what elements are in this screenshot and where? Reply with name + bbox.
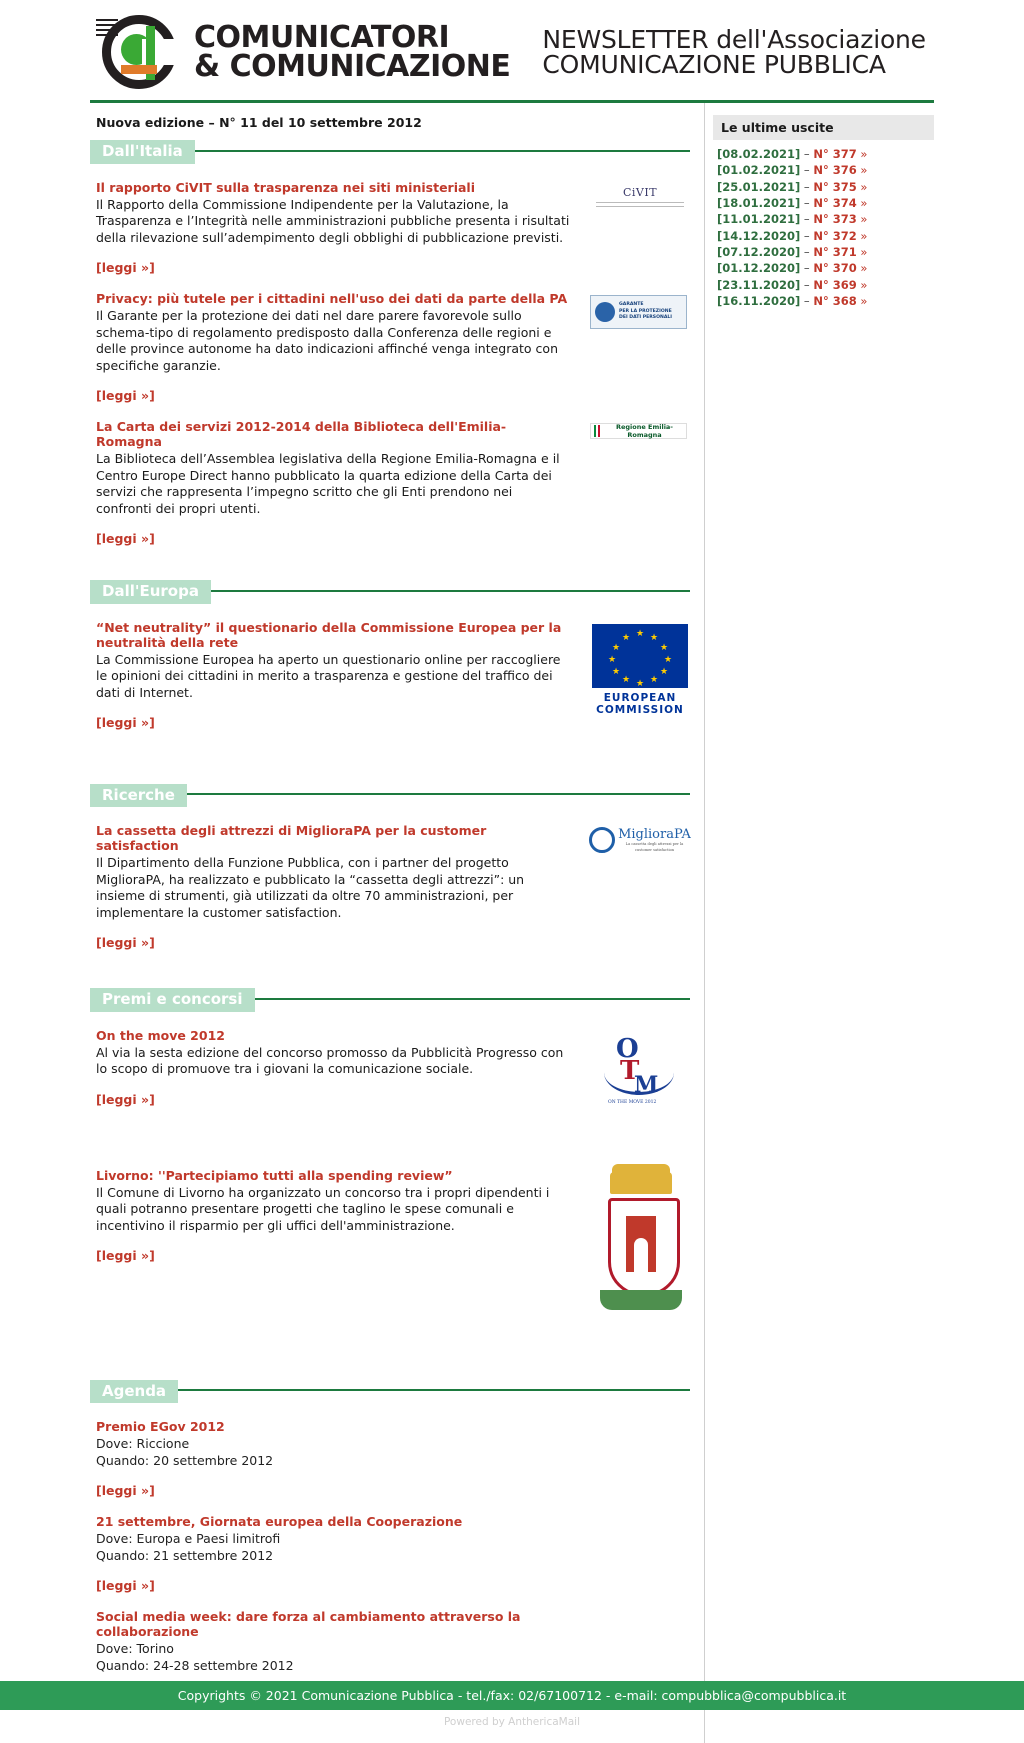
issue-sep: – — [803, 228, 810, 243]
article-item — [90, 180, 690, 276]
read-more-link[interactable]: [leggi »] — [96, 260, 155, 275]
read-more-link[interactable]: [leggi »] — [96, 1578, 155, 1593]
issue-arrow-icon: » — [860, 228, 868, 243]
footer-copyright: Copyrights © 2021 Comunicazione Pubblica - tel./fax: 02/67100712 - e-mail: compubblica@compubblica.it — [0, 1681, 1024, 1710]
article-item — [90, 620, 690, 740]
sidebar-column — [705, 103, 934, 1743]
issue-date: [23.11.2020] — [717, 277, 801, 292]
list-item[interactable] — [717, 244, 934, 260]
article-item — [90, 1168, 690, 1338]
article-title[interactable]: On the move 2012 — [96, 1027, 225, 1043]
section-heading-agenda — [90, 1380, 690, 1404]
article-title[interactable]: Privacy: più tutele per i cittadini nell'uso dei dati da parte della PA — [96, 291, 568, 306]
article-body: Il Garante per la protezione dei dati nel dare parere favorevole sullo schema-tipo di regolamento predisposto dalla Conferenza delle regioni e delle province autonome ha dato indicazioni affinché venga integrato con specifiche garanzie. — [96, 308, 558, 373]
issue-sep: – — [803, 244, 810, 259]
section-tag: Dall'Italia — [90, 140, 195, 164]
read-more-link[interactable]: [leggi »] — [96, 1091, 155, 1107]
brand-line-1: COMUNICATORI — [194, 19, 450, 55]
issue-list — [717, 146, 934, 309]
article-thumbnail — [590, 1032, 690, 1112]
section-tag: Dall'Europa — [90, 580, 211, 604]
event-when: Quando: 21 settembre 2012 — [96, 1547, 274, 1563]
issue-arrow-icon: » — [860, 293, 868, 308]
list-item[interactable] — [717, 228, 934, 244]
article-thumbnail — [590, 1172, 690, 1322]
section-heading-ricerche — [90, 784, 690, 808]
issue-arrow-icon: » — [860, 277, 868, 292]
issue-sep: – — [803, 293, 810, 308]
issue-sep: – — [803, 195, 810, 210]
issue-arrow-icon: » — [860, 179, 868, 194]
eu-caption-1: EUROPEAN — [603, 691, 677, 704]
article-thumbnail — [590, 827, 690, 853]
migliorapa-logo-icon: MiglioraPA La cassetta degli attrezzi per la customer satisfaction — [590, 827, 690, 853]
civit-logo-icon: CiVIT — [592, 184, 688, 218]
article-thumbnail — [590, 423, 690, 439]
event-when: Quando: 20 settembre 2012 — [96, 1452, 274, 1468]
event-where: Dove: Torino — [96, 1641, 174, 1656]
regione-emilia-romagna-logo-icon: Regione Emilia-Romagna — [590, 423, 687, 439]
article-thumbnail — [590, 184, 690, 218]
event-title[interactable]: Premio EGov 2012 — [96, 1419, 225, 1434]
issue-date: [01.12.2020] — [717, 261, 801, 276]
page-footer — [0, 1681, 1024, 1743]
issue-number: N° 373 — [813, 212, 857, 227]
issue-number: N° 368 — [813, 293, 857, 308]
issue-date: [18.01.2021] — [717, 195, 801, 210]
section-heading-dallitalia — [90, 140, 690, 164]
list-item[interactable] — [717, 277, 934, 293]
issue-sep: – — [803, 261, 810, 276]
section-rule — [255, 998, 691, 1000]
issue-number: N° 377 — [813, 147, 857, 161]
comunicatori-logo-icon — [90, 9, 186, 95]
issue-date: [16.11.2020] — [717, 293, 801, 308]
article-body: La Commissione Europea ha aperto un questionario online per raccogliere le opinioni dei cittadini in merito a trasparenza e gestione del traffico dei dati di Internet. — [96, 651, 561, 700]
event-where: Dove: Riccione — [96, 1436, 190, 1451]
issue-sep: – — [803, 147, 810, 161]
article-item — [90, 291, 690, 403]
read-more-link[interactable]: [leggi »] — [96, 1248, 155, 1263]
issue-date: [14.12.2020] — [717, 228, 801, 243]
issue-arrow-icon: » — [860, 195, 868, 210]
edition-line: Nuova edizione – N° 11 del 10 settembre 2012 — [96, 115, 422, 130]
agenda-event-item — [90, 1514, 690, 1593]
section-rule — [187, 793, 690, 795]
section-tag: Agenda — [90, 1380, 178, 1404]
issue-date: [07.12.2020] — [717, 244, 801, 259]
issue-number: N° 369 — [813, 277, 857, 292]
read-more-link[interactable]: [leggi »] — [96, 935, 155, 950]
section-tag: Ricerche — [90, 784, 187, 808]
event-where: Dove: Europa e Paesi limitrofi — [96, 1531, 281, 1546]
issue-arrow-icon: » — [860, 212, 868, 227]
brand-logo — [90, 9, 510, 95]
migliorapa-logo-text: MiglioraPA — [618, 827, 691, 843]
sidebar-title: Le ultime uscite — [713, 115, 934, 140]
newsletter-masthead — [542, 24, 926, 79]
issue-arrow-icon: » — [860, 163, 868, 178]
article-title[interactable]: La Carta dei servizi 2012-2014 della Biblioteca dell'Emilia-Romagna — [96, 419, 507, 449]
issue-arrow-icon: » — [860, 147, 868, 161]
article-thumbnail — [590, 624, 690, 716]
article-body: Il Dipartimento della Funzione Pubblica, con i partner del progetto MiglioraPA, ha realizzato e pubblicato la “cassetta degli attrezzi”: un insieme di strumenti, già utilizzati da oltre 70 amministrazioni, per implementare la customer satisfaction. — [96, 855, 525, 920]
list-item[interactable] — [717, 162, 934, 178]
comune-di-livorno-stemma-icon — [590, 1172, 690, 1322]
issue-arrow-icon: » — [860, 261, 868, 276]
agenda-event-item — [90, 1419, 690, 1498]
issue-date: [08.02.2021] — [717, 147, 801, 161]
read-more-link[interactable]: [leggi »] — [96, 1483, 155, 1498]
list-item[interactable] — [717, 146, 934, 162]
page-header — [0, 0, 1024, 100]
main-column — [90, 103, 705, 1743]
read-more-link[interactable]: [leggi »] — [96, 388, 155, 403]
read-more-link[interactable]: [leggi »] — [96, 531, 155, 546]
section-rule — [211, 590, 690, 592]
issue-number: N° 375 — [813, 179, 857, 194]
article-body: La Biblioteca dell’Assemblea legislativa della Regione Emilia-Romagna e il Centro Europe Direct hanno pubblicato la quarta edizione della Carta dei servizi che rappresenta l’impegno scritto che gli Enti prendono nei confronti dei propri utenti. — [96, 451, 560, 516]
list-item[interactable] — [717, 211, 934, 227]
list-item[interactable] — [717, 293, 934, 309]
section-tag: Premi e concorsi — [90, 988, 255, 1012]
masthead-line-2: COMUNICAZIONE PUBBLICA — [542, 50, 886, 79]
masthead-line-1: NEWSLETTER dell'Associazione — [542, 24, 926, 54]
issue-date: [01.02.2021] — [717, 163, 801, 178]
issue-number: N° 374 — [813, 195, 857, 210]
brand-wordmark — [194, 19, 511, 84]
article-body: Al via la sesta edizione del concorso promosso da Pubblicità Progresso con lo scopo di promuove tra i giovani la comunicazione sociale. — [96, 1044, 564, 1076]
section-heading-premi — [90, 988, 690, 1012]
issue-arrow-icon: » — [860, 244, 868, 259]
section-heading-dalleuropa — [90, 580, 690, 604]
issue-sep: – — [803, 163, 810, 178]
article-item — [90, 823, 690, 950]
issue-sep: – — [803, 179, 810, 194]
eu-caption-2: COMMISSION — [596, 703, 684, 716]
issue-sep: – — [803, 277, 810, 292]
event-title[interactable]: Social media week: dare forza al cambiamento attraverso la collaborazione — [96, 1609, 521, 1639]
article-title[interactable]: Il rapporto CiVIT sulla trasparenza nei siti ministeriali — [96, 179, 475, 195]
garante-privacy-logo-icon: GARANTE PER LA PROTEZIONE DEI DATI PERSONALI — [590, 295, 687, 329]
article-title[interactable]: “Net neutrality” il questionario della Commissione Europea per la neutralità della rete — [96, 619, 562, 650]
read-more-link[interactable]: [leggi »] — [96, 715, 155, 730]
article-thumbnail — [590, 295, 690, 329]
list-item[interactable] — [717, 179, 934, 195]
issue-number: N° 372 — [813, 228, 857, 243]
issue-number: N° 370 — [813, 261, 857, 276]
issue-date: [25.01.2021] — [717, 179, 801, 194]
list-item[interactable] — [717, 260, 934, 276]
event-title[interactable]: 21 settembre, Giornata europea della Cooperazione — [96, 1514, 463, 1529]
page-content — [0, 103, 1024, 1743]
article-title[interactable]: Livorno: ''Partecipiamo tutti alla spending review” — [96, 1167, 453, 1183]
article-item — [90, 1028, 690, 1128]
article-body: Il Rapporto della Commissione Indipendente per la Valutazione, la Trasparenza e l’Integrità nelle amministrazioni pubbliche presenta i risultati della rilevazione sull’adempimento degli obblighi di pubblicazione previsti. — [96, 196, 570, 245]
article-title[interactable]: La cassetta degli attrezzi di MiglioraPA per la customer satisfaction — [96, 823, 487, 853]
issue-date: [11.01.2021] — [717, 212, 801, 227]
article-item — [90, 419, 690, 546]
event-when: Quando: 24-28 settembre 2012 — [96, 1657, 294, 1673]
section-rule — [195, 150, 690, 152]
footer-powered-by: Powered by AnthericaMail — [443, 1716, 581, 1728]
on-the-move-logo-icon: O T M ON THE MOVE 2012 — [590, 1032, 690, 1112]
list-item[interactable] — [717, 195, 934, 211]
issue-number: N° 376 — [813, 163, 857, 178]
european-commission-logo-icon: ★ ★ ★ ★ ★ ★ ★ ★ ★ ★ ★ ★ EUROPEAN COMMISSION — [590, 624, 690, 716]
issue-number: N° 371 — [813, 244, 857, 259]
brand-line-2: & COMUNICAZIONE — [194, 49, 511, 84]
section-rule — [178, 1389, 690, 1391]
article-body: Il Comune di Livorno ha organizzato un concorso tra i propri dipendenti i quali potranno presentare progetti che taglino le spese comunali e incentivino il risparmio per gli uffici dell'amministrazione. — [96, 1184, 550, 1233]
issue-sep: – — [803, 212, 810, 227]
